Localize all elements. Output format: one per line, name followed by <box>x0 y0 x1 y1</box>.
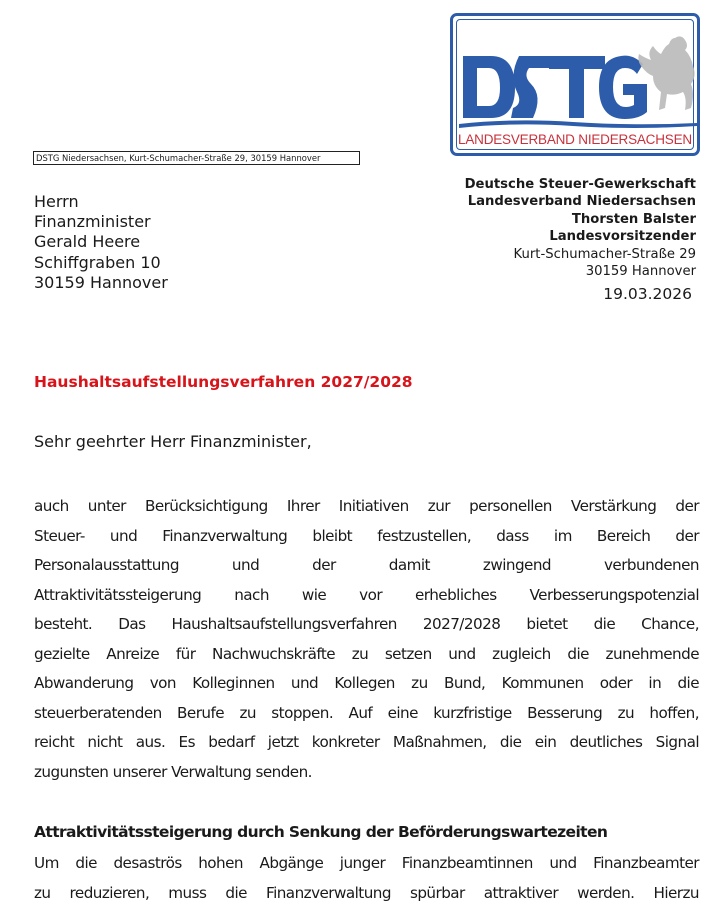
recipient-line: Schiffgraben 10 <box>34 253 168 273</box>
org-street: Kurt-Schumacher-Straße 29 <box>465 246 696 263</box>
section-heading: Attraktivitätssteigerung durch Senkung der Beförderungswartezeiten <box>34 823 607 841</box>
recipient-address <box>34 192 168 293</box>
paragraph-line: Personalausstattung und der damit zwingend verbundenen <box>34 551 699 581</box>
recipient-line: Finanzminister <box>34 212 168 232</box>
logo-letter-g <box>599 56 647 119</box>
org-person: Thorsten Balster <box>465 211 696 228</box>
paragraph-line: reicht nicht aus. Es bedarf jetzt konkreter Maßnahmen, die ein deutliches Signal <box>34 728 699 758</box>
recipient-line: 30159 Hannover <box>34 273 168 293</box>
logo-letter-s <box>511 56 551 118</box>
paragraph-line: steuerberatenden Berufe zu stoppen. Auf eine kurzfristige Besserung zu hoffen, <box>34 699 699 729</box>
org-name: Deutsche Steuer-Gewerkschaft <box>465 176 696 193</box>
section-paragraph <box>34 849 699 908</box>
logo-letter-t <box>549 56 605 118</box>
org-branch: Landesverband Niedersachsen <box>465 193 696 210</box>
sender-block <box>465 176 696 280</box>
org-city: 30159 Hannover <box>465 263 696 280</box>
org-role: Landesvorsitzender <box>465 228 696 245</box>
paragraph-line: besteht. Das Haushaltsaufstellungsverfahren 2027/2028 bietet die Chance, <box>34 610 699 640</box>
logo-swoosh <box>459 120 697 128</box>
body-paragraph <box>34 492 699 787</box>
recipient-line: Herrn <box>34 192 168 212</box>
paragraph-line: Abwanderung von Kolleginnen und Kollegen zu Bund, Kommunen oder in die <box>34 669 699 699</box>
paragraph-line: zu reduzieren, muss die Finanzverwaltung spürbar attraktiver werden. Hierzu <box>34 879 699 908</box>
recipient-line: Gerald Heere <box>34 232 168 252</box>
paragraph-line: gezielte Anreize für Nachwuchskräfte zu setzen und zugleich die zunehmende <box>34 640 699 670</box>
salutation: Sehr geehrter Herr Finanzminister, <box>34 432 312 451</box>
paragraph-line: Steuer- und Finanzverwaltung bleibt festzustellen, dass im Bereich der <box>34 522 699 552</box>
sender-return-address: DSTG Niedersachsen, Kurt-Schumacher-Straße 29, 30159 Hannover <box>33 151 360 165</box>
paragraph-line: zugunsten unserer Verwaltung senden. <box>34 758 699 788</box>
letter-subject: Haushaltsaufstellungsverfahren 2027/2028 <box>34 373 413 391</box>
paragraph-line: Um die desaströs hohen Abgänge junger Finanzbeamtinnen und Finanzbeamter <box>34 849 699 879</box>
logo-letter-d <box>463 56 515 118</box>
paragraph-line: auch unter Berücksichtigung Ihrer Initiativen zur personellen Verstärkung der <box>34 492 699 522</box>
paragraph-line: Attraktivitätssteigerung nach wie vor erhebliches Verbesserungspotenzial <box>34 581 699 611</box>
letter-date: 19.03.2026 <box>603 285 692 303</box>
logo-subtitle: LANDESVERBAND NIEDERSACHSEN <box>453 132 697 147</box>
dstg-logo <box>450 13 700 156</box>
